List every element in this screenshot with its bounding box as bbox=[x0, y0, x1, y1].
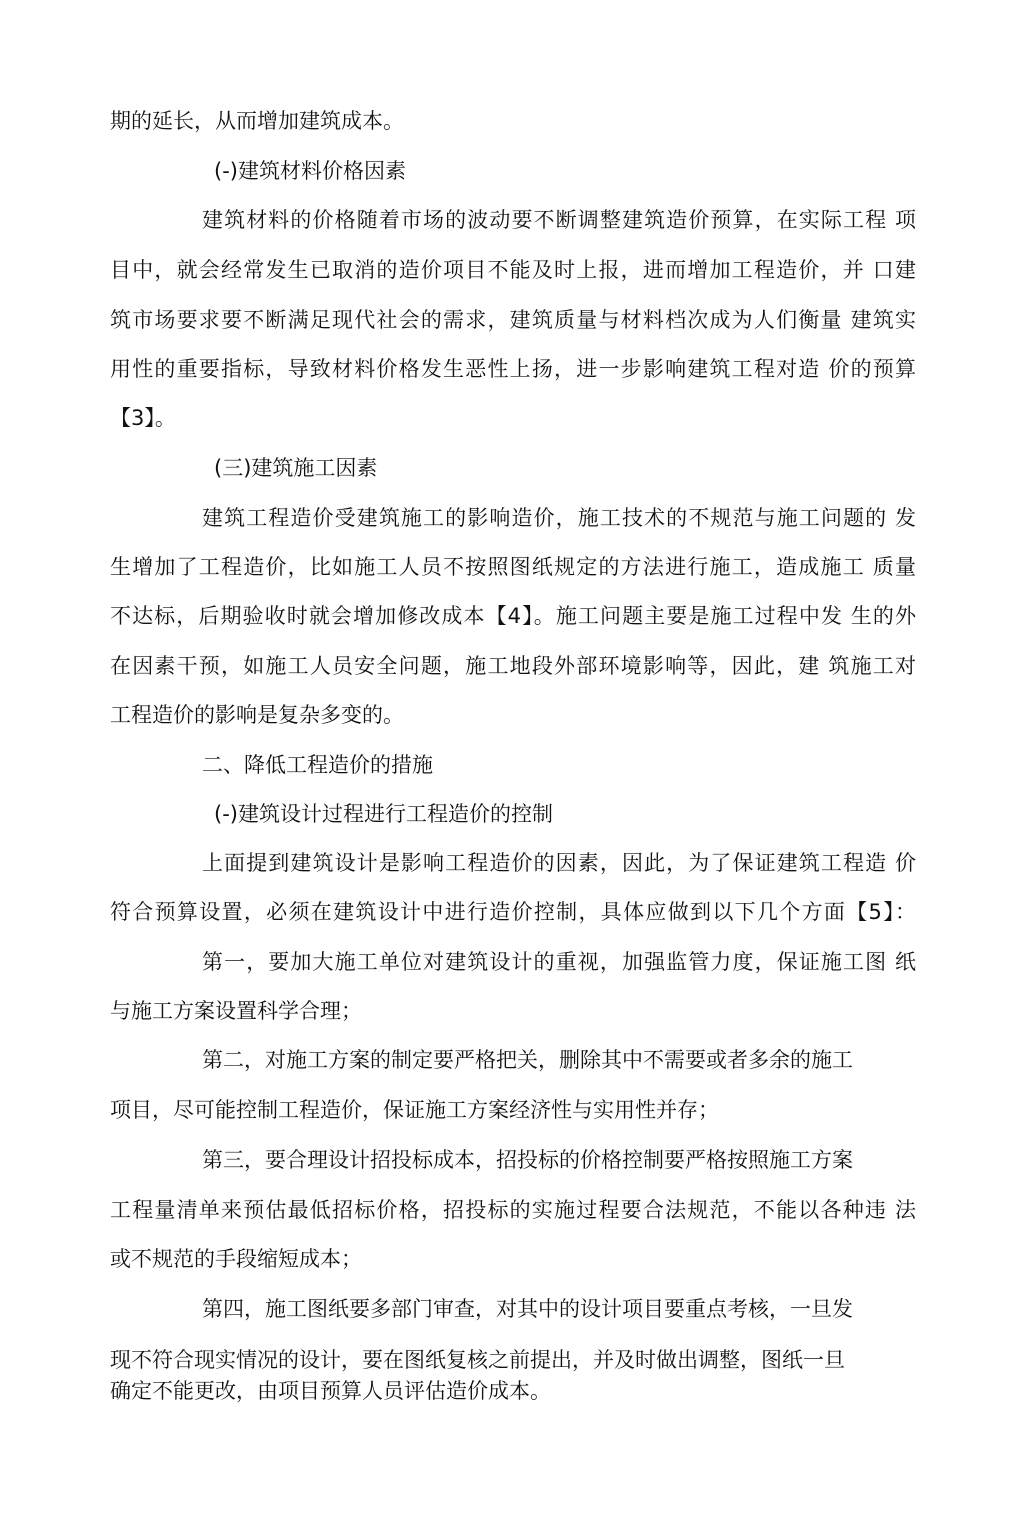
text-line: 在因素干预，如施工人员安全问题，施工地段外部环境影响等，因此，建 筑施工对 bbox=[110, 654, 916, 678]
text-line: 建筑工程造价受建筑施工的影响造价，施工技术的不规范与施工问题的 发 bbox=[202, 506, 916, 530]
section-heading: 二、降低工程造价的措施 bbox=[202, 753, 433, 777]
text-line: 目中，就会经常发生已取消的造价项目不能及时上报，进而增加工程造价，并 口建 bbox=[110, 258, 916, 282]
text-line: 符合预算设置，必须在建筑设计中进行造价控制，具体应做到以下几个方面【5】： bbox=[110, 900, 916, 924]
text-line: 第二，对施工方案的制定要严格把关，删除其中不需要或者多余的施工 bbox=[202, 1048, 853, 1072]
text-line: 期的延长，从而增加建筑成本。 bbox=[110, 109, 404, 133]
text-line: 上面提到建筑设计是影响工程造价的因素，因此，为了保证建筑工程造 价 bbox=[202, 851, 916, 875]
text-line: 用性的重要指标，导致材料价格发生恶性上扬，进一步影响建筑工程对造 价的预算 bbox=[110, 357, 916, 381]
text-line: 现不符合现实情况的设计，要在图纸复核之前提出，并及时做出调整，图纸一旦 bbox=[110, 1348, 845, 1372]
section-heading: (-)建筑设计过程进行工程造价的控制 bbox=[214, 802, 553, 826]
section-heading: (三)建筑施工因素 bbox=[214, 456, 378, 480]
text-line: 项目，尽可能控制工程造价，保证施工方案经济性与实用性并存； bbox=[110, 1098, 719, 1122]
text-line: 工程造价的影响是复杂多变的。 bbox=[110, 703, 404, 727]
text-line: 不达标，后期验收时就会增加修改成本【4】。施工问题主要是施工过程中发 生的外 bbox=[110, 604, 916, 628]
text-line: 建筑材料的价格随着市场的波动要不断调整建筑造价预算，在实际工程 项 bbox=[202, 208, 916, 232]
text-line: 第一，要加大施工单位对建筑设计的重视，加强监管力度，保证施工图 纸 bbox=[202, 950, 916, 974]
section-heading: (-)建筑材料价格因素 bbox=[214, 159, 406, 183]
text-line: 筑市场要求要不断满足现代社会的需求，建筑质量与材料档次成为人们衡量 建筑实 bbox=[110, 308, 916, 332]
text-line: 第四，施工图纸要多部门审查，对其中的设计项目要重点考核，一旦发 bbox=[202, 1297, 853, 1321]
text-line: 与施工方案设置科学合理； bbox=[110, 999, 362, 1023]
text-line: 生增加了工程造价，比如施工人员不按照图纸规定的方法进行施工，造成施工 质量 bbox=[110, 555, 916, 579]
text-line: 工程量清单来预估最低招标价格，招投标的实施过程要合法规范，不能以各种违 法 bbox=[110, 1198, 916, 1222]
text-line: 第三，要合理设计招投标成本，招投标的价格控制要严格按照施工方案 bbox=[202, 1148, 853, 1172]
text-line: 或不规范的手段缩短成本； bbox=[110, 1247, 362, 1271]
text-line: 【3】。 bbox=[110, 406, 176, 430]
text-line: 确定不能更改，由项目预算人员评估造价成本。 bbox=[110, 1379, 551, 1403]
